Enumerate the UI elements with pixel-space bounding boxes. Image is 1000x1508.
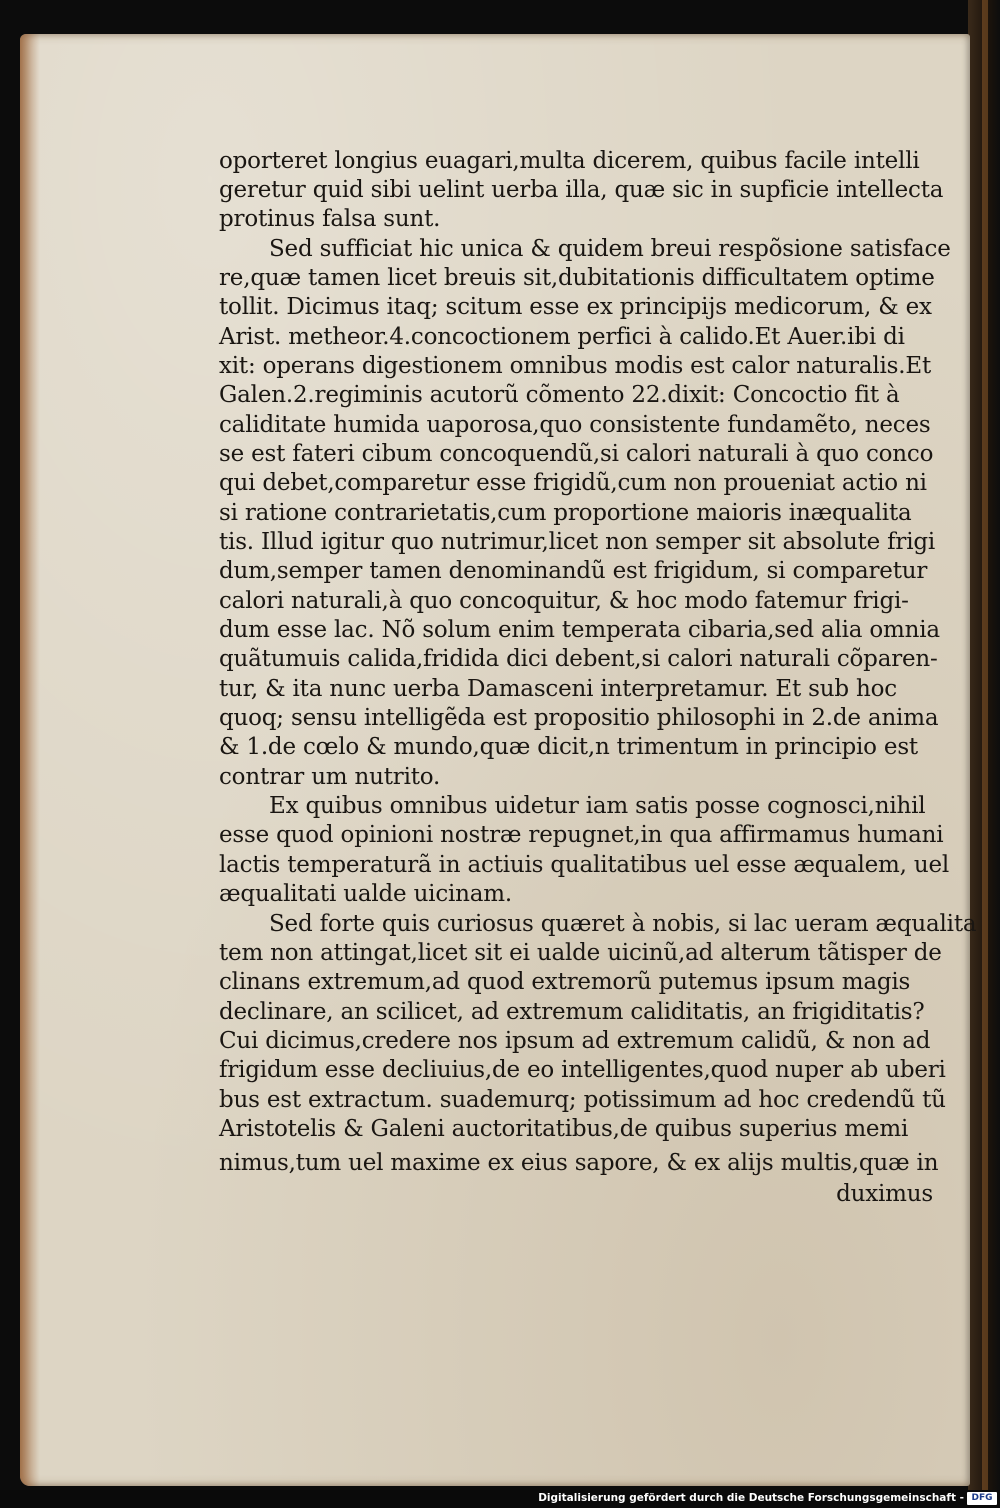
- text-line: tem non attingat,licet sit ei ualde uicinũ,ad alterum tãtisper de: [219, 940, 942, 966]
- text-line: tur, & ita nunc uerba Damasceni interpretamur. Et sub hoc: [219, 676, 897, 702]
- text-line: Arist. metheor.4.concoctionem perfici à calido.Et Auer.ibi di: [219, 324, 905, 350]
- text-line: xit: operans digestionem omnibus modis est calor naturalis.Et: [219, 353, 931, 379]
- text-line: bus est extractum. suademurq; potissimum ad hoc credendũ tũ: [219, 1087, 946, 1113]
- text-line: oporteret longius euagari,multa dicerem, quibus facile intelli: [219, 148, 920, 174]
- text-line: æqualitati ualde uicinam.: [219, 881, 513, 907]
- page-gutter-stain: [20, 34, 40, 1486]
- text-line: se est fateri cibum concoquendũ,si calori naturali à quo conco: [219, 441, 934, 467]
- text-line: qui debet,comparetur esse frigidũ,cum non proueniat actio ni: [219, 470, 927, 496]
- text-line: tollit. Dicimus itaq; scitum esse ex principijs medicorum, & ex: [219, 294, 932, 320]
- text-line: & 1.de cœlo & mundo,quæ dicit,n trimentum in principio est: [219, 734, 918, 760]
- text-line: quoq; sensu intelligẽda est propositio philosophi in 2.de anima: [219, 705, 939, 731]
- text-line: frigidum esse decliuius,de eo intelligentes,quod nuper ab uberi: [219, 1057, 946, 1083]
- text-line: Sed forte quis curiosus quæret à nobis, si lac ueram æqualita: [269, 911, 977, 937]
- text-line: dum,semper tamen denominandũ est frigidum, si comparetur: [219, 558, 928, 584]
- text-line: Galen.2.regiminis acutorũ cõmento 22.dixit: Concoctio fit à: [219, 382, 900, 408]
- adjacent-page-edge-strip: [982, 0, 988, 1490]
- catchword: duximus: [836, 1181, 933, 1207]
- funding-credit: Digitalisierung gefördert durch die Deutsche Forschungsgemeinschaft -: [538, 1492, 964, 1504]
- text-line: declinare, an scilicet, ad extremum caliditatis, an frigiditatis?: [219, 999, 925, 1025]
- text-line: dum esse lac. Nõ solum enim temperata cibaria,sed alia omnia: [219, 617, 940, 643]
- text-line: geretur quid sibi uelint uerba illa, quæ sic in supficie intellecta: [219, 177, 944, 203]
- text-line: nimus,tum uel maxime ex eius sapore, & ex alijs multis,quæ in: [219, 1150, 939, 1176]
- text-line: esse quod opinioni nostræ repugnet,in qua affirmamus humani: [219, 822, 944, 848]
- text-line: tis. Illud igitur quo nutrimur,licet non semper sit absolute frigi: [219, 529, 936, 555]
- text-line: Ex quibus omnibus uidetur iam satis posse cognosci,nihil: [269, 793, 926, 819]
- digitization-footer: [0, 1490, 1000, 1508]
- text-line: Cui dicimus,credere nos ipsum ad extremum calidũ, & non ad: [219, 1028, 931, 1054]
- text-line: lactis temperaturã in actiuis qualitatibus uel esse æqualem, uel: [219, 852, 950, 878]
- text-line: protinus falsa sunt.: [219, 206, 441, 232]
- text-line: clinans extremum,ad quod extremorũ putemus ipsum magis: [219, 969, 911, 995]
- text-line: calori naturali,à quo concoquitur, & hoc modo fatemur frigi-: [219, 588, 909, 614]
- text-line: Sed sufficiat hic unica & quidem breui respõsione satisface: [269, 236, 951, 262]
- text-line: re,quæ tamen licet breuis sit,dubitationis difficultatem optime: [219, 265, 935, 291]
- text-line: Aristotelis & Galeni auctoritatibus,de quibus superius memi: [219, 1116, 909, 1142]
- text-line: si ratione contrarietatis,cum proportione maioris inæqualita: [219, 500, 912, 526]
- text-line: caliditate humida uaporosa,quo consistente fundamẽto, neces: [219, 412, 931, 438]
- dfg-logo: DFG: [967, 1492, 997, 1505]
- text-line: quãtumuis calida,fridida dici debent,si calori naturali cõparen-: [219, 646, 938, 672]
- text-line: contrar um nutrito.: [219, 764, 441, 790]
